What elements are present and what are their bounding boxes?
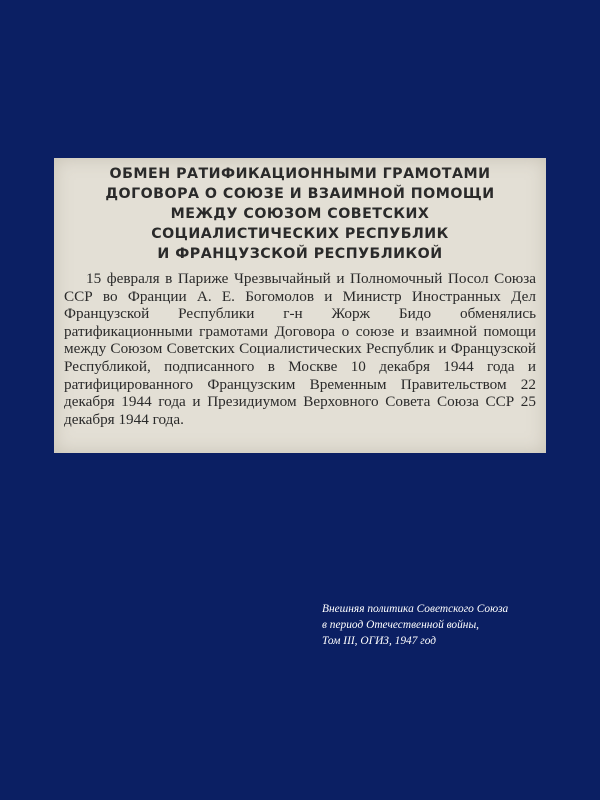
headline-line: СОЦИАЛИСТИЧЕСКИХ РЕСПУБЛИК bbox=[151, 226, 449, 242]
caption-line: Внешняя политика Советского Союза bbox=[322, 603, 509, 615]
caption-line: Том III, ОГИЗ, 1947 год bbox=[322, 635, 437, 647]
newspaper-clipping bbox=[54, 158, 546, 453]
headline-line: ОБМЕН РАТИФИКАЦИОННЫМИ ГРАМОТАМИ bbox=[109, 166, 491, 182]
source-caption bbox=[322, 601, 582, 649]
headline-line: И ФРАНЦУЗСКОЙ РЕСПУБЛИКОЙ bbox=[157, 246, 443, 262]
clipping-body-text: 15 февраля в Париже Чрезвычайный и Полномочный Посол Союза ССР во Франции А. Е. Богомолов и Министр Иностранных Дел Французской Республики г-н Жорж Бидо обменялись ратификационными грамотами Договора о союзе и взаимной помощи между Союзом Советских Социалистических Республик и Французской Республикой, подписанного в Москве 10 декабря 1944 года и ратифицированного Французским Временным Правительством 22 декабря 1944 года и Президиумом Верховного Совета Союза ССР 25 декабря 1944 года. bbox=[64, 270, 536, 428]
caption-line: в период Отечественной войны, bbox=[322, 619, 480, 631]
headline-line: МЕЖДУ СОЮЗОМ СОВЕТСКИХ bbox=[170, 206, 430, 222]
clipping-headline bbox=[69, 164, 532, 264]
headline-line: ДОГОВОРА О СОЮЗЕ И ВЗАИМНОЙ ПОМОЩИ bbox=[105, 186, 495, 202]
